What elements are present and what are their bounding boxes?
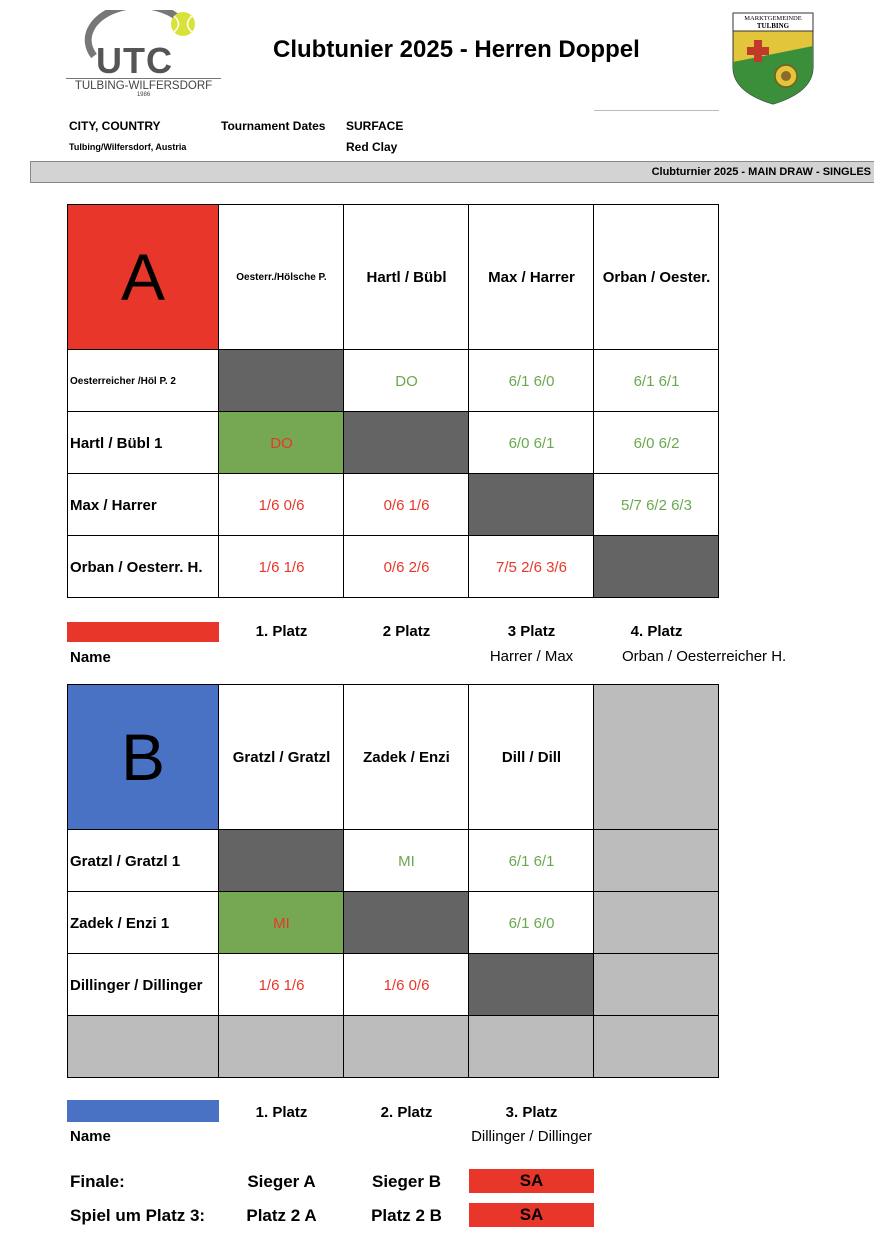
court-label: SA: [519, 1205, 544, 1224]
final-team-a: Sieger A: [247, 1172, 316, 1191]
score: 6/1 6/1: [508, 852, 555, 870]
grid-line: [67, 473, 719, 474]
group-b-col-label: Dill / Dill: [501, 748, 562, 766]
grid-line: [67, 829, 719, 830]
ranking-place: 2 Platz: [382, 623, 431, 640]
score: 1/6 1/6: [258, 976, 305, 994]
grid-line: [67, 891, 719, 892]
score: 5/7 6/2 6/3: [621, 496, 692, 514]
ranking-place: 3 Platz: [507, 623, 556, 640]
logo-year: 1986: [136, 92, 151, 98]
group-b-letter: B: [120, 720, 166, 794]
group-a-col-label: Oesterr./Hölsche P.: [236, 271, 327, 283]
surface-label: SURFACE: [346, 119, 404, 133]
final-team-b: Sieger B: [372, 1172, 441, 1191]
third-court: [469, 1203, 594, 1227]
score: DO: [270, 434, 293, 452]
team-name: Hartl / Bübl 1: [70, 434, 163, 452]
score: 7/5 2/6 3/6: [496, 558, 567, 576]
logo-subtext: TULBING-WILFERSDORF: [66, 78, 221, 92]
group-a-color-bar: [67, 622, 219, 642]
page-title: Clubtunier 2025 - Herren Doppel: [273, 36, 640, 63]
third-team-b: Platz 2 B: [371, 1206, 442, 1225]
grid-line: [67, 953, 719, 954]
team-name: Max / Harrer: [70, 496, 157, 514]
grid-line: [593, 684, 594, 1078]
group-a-col-label: Orban / Oester.: [602, 268, 711, 286]
ranking-place: 4. Platz: [630, 623, 683, 640]
draw-banner-text: Clubturnier 2025 - MAIN DRAW - SINGLES: [651, 166, 871, 178]
final-court: [469, 1169, 594, 1193]
draw-banner: [30, 161, 874, 183]
court-label: SA: [519, 1171, 544, 1190]
team-name: Dillinger / Dillinger: [70, 976, 203, 994]
score: MI: [273, 914, 290, 932]
group-a-border: [67, 204, 719, 598]
ranking-team: Harrer / Max: [489, 648, 574, 665]
ranking-name-label: Name: [70, 649, 111, 666]
score: 6/1 6/0: [508, 372, 555, 390]
ranking-place: 1. Platz: [255, 1104, 308, 1121]
group-b-color-bar: [67, 1100, 219, 1122]
score: 1/6 0/6: [258, 496, 305, 514]
ranking-place: 2. Platz: [380, 1104, 433, 1121]
final-label: Finale:: [70, 1172, 125, 1191]
city-label: CITY, COUNTRY: [69, 119, 161, 133]
score: 0/6 1/6: [383, 496, 430, 514]
score: 1/6 1/6: [258, 558, 305, 576]
team-name: Zadek / Enzi 1: [70, 914, 170, 932]
score: 6/0 6/2: [633, 434, 680, 452]
logo-text: UTC: [96, 40, 173, 81]
third-place-label: Spiel um Platz 3:: [70, 1206, 206, 1225]
group-a-col-label: Hartl / Bübl: [366, 268, 447, 286]
score: 1/6 0/6: [383, 976, 430, 994]
ranking-team: Orban / Oesterreicher H.: [622, 648, 787, 665]
grid-line: [67, 1015, 719, 1016]
score: 6/0 6/1: [508, 434, 555, 452]
score: 0/6 2/6: [383, 558, 430, 576]
score: MI: [398, 852, 415, 870]
crest-text-2: TULBING: [756, 22, 790, 30]
grid-line: [67, 411, 719, 412]
header-divider: [594, 110, 719, 111]
ranking-name-label: Name: [70, 1128, 111, 1145]
ranking-place: 1. Platz: [255, 623, 308, 640]
grid-line: [593, 204, 594, 598]
grid-line: [218, 204, 219, 598]
ranking-place: 3. Platz: [505, 1104, 558, 1121]
team-name: Orban / Oesterr. H.: [70, 558, 203, 576]
group-b-col-label: Gratzl / Gratzl: [232, 748, 331, 766]
city-value: Tulbing/Wilfersdorf, Austria: [69, 142, 187, 152]
score: 6/1 6/0: [508, 914, 555, 932]
grid-line: [468, 684, 469, 1078]
grid-line: [218, 684, 219, 1078]
grid-line: [343, 204, 344, 598]
dates-label: Tournament Dates: [221, 119, 326, 133]
group-a-letter: A: [120, 240, 166, 314]
grid-line: [67, 535, 719, 536]
team-name: Gratzl / Gratzl 1: [70, 852, 181, 870]
team-name: Oesterreicher /Höl P. 2: [70, 375, 176, 387]
grid-line: [468, 204, 469, 598]
ranking-team: Dillinger / Dillinger: [471, 1128, 592, 1145]
group-a-col-label: Max / Harrer: [488, 268, 575, 286]
municipality-crest: [732, 12, 814, 106]
group-b-border: [67, 684, 719, 1078]
surface-value: Red Clay: [346, 140, 398, 154]
group-b-col-label: Zadek / Enzi: [363, 748, 450, 766]
score: DO: [395, 372, 418, 390]
crest-text-1: MARKTGEMEINDE: [744, 15, 802, 22]
club-logo: [66, 10, 226, 100]
grid-line: [343, 684, 344, 1078]
score: 6/1 6/1: [633, 372, 680, 390]
grid-line: [67, 349, 719, 350]
third-team-a: Platz 2 A: [246, 1206, 317, 1225]
